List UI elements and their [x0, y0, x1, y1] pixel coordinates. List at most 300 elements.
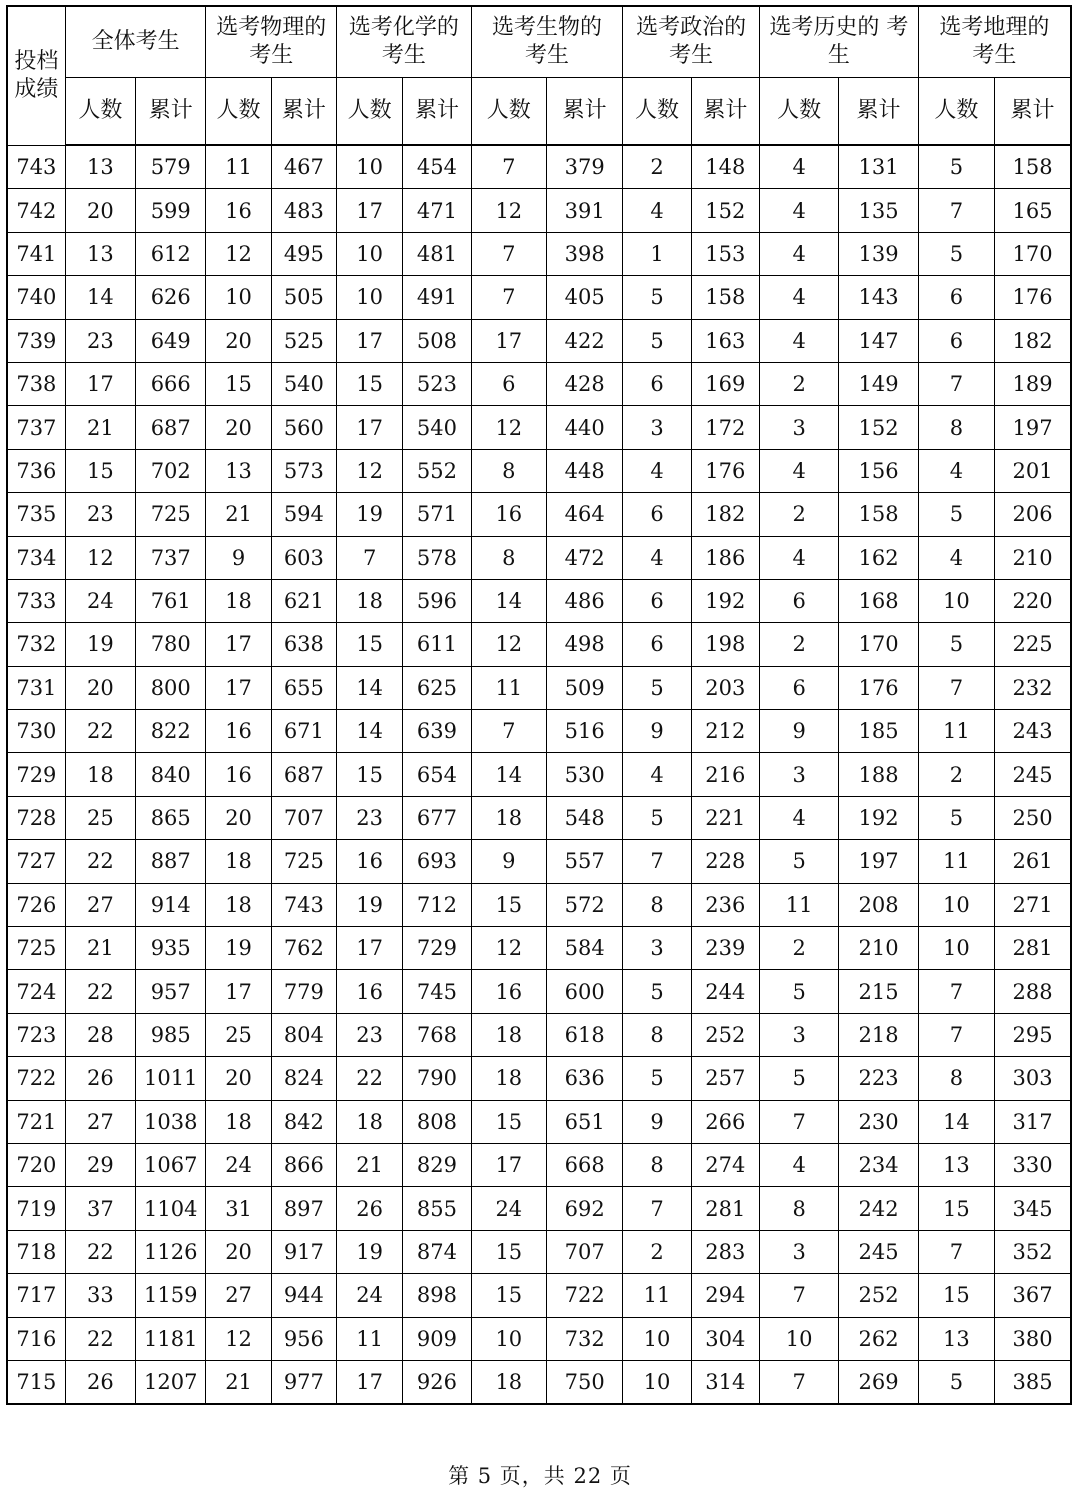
cumulative-cell: 525 — [271, 319, 336, 362]
count-cell: 14 — [471, 753, 546, 796]
group-header-chemistry: 选考化学的 考生 — [337, 6, 472, 78]
cumulative-cell: 618 — [546, 1013, 622, 1056]
cumulative-cell: 505 — [271, 276, 336, 319]
group-header-all: 全体考生 — [65, 6, 206, 78]
cumulative-cell: 808 — [403, 1100, 471, 1143]
cumulative-cell: 250 — [995, 796, 1071, 839]
count-cell: 10 — [759, 1317, 838, 1360]
table-row — [7, 276, 1071, 319]
score-cell: 738 — [7, 362, 65, 405]
count-cell: 1 — [623, 232, 691, 275]
count-cell: 17 — [206, 970, 271, 1013]
cumulative-cell: 540 — [271, 362, 336, 405]
count-cell: 4 — [759, 796, 838, 839]
count-cell: 24 — [471, 1187, 546, 1230]
count-cell: 7 — [918, 189, 994, 232]
cumulative-cell: 156 — [839, 449, 918, 492]
cumulative-cell: 170 — [839, 623, 918, 666]
cumulative-cell: 472 — [546, 536, 622, 579]
count-cell: 11 — [337, 1317, 403, 1360]
count-cell: 23 — [337, 796, 403, 839]
cumulative-cell: 491 — [403, 276, 471, 319]
score-cell: 725 — [7, 927, 65, 970]
count-cell: 11 — [623, 1274, 691, 1317]
count-cell: 13 — [918, 1143, 994, 1186]
count-cell: 24 — [65, 579, 135, 622]
count-cell: 7 — [471, 710, 546, 753]
cumulative-cell: 252 — [839, 1274, 918, 1317]
count-cell: 31 — [206, 1187, 271, 1230]
count-cell: 3 — [759, 753, 838, 796]
cumulative-cell: 281 — [995, 927, 1071, 970]
count-cell: 22 — [65, 970, 135, 1013]
count-cell: 16 — [471, 493, 546, 536]
count-cell: 7 — [918, 666, 994, 709]
count-cell: 18 — [471, 796, 546, 839]
cumulative-cell: 172 — [691, 406, 759, 449]
cumulative-cell: 216 — [691, 753, 759, 796]
cumulative-cell: 977 — [271, 1360, 336, 1404]
cumulative-cell: 917 — [271, 1230, 336, 1273]
count-cell: 2 — [759, 623, 838, 666]
count-cell: 17 — [337, 927, 403, 970]
count-cell: 10 — [918, 927, 994, 970]
count-cell: 13 — [65, 232, 135, 275]
count-cell: 5 — [759, 970, 838, 1013]
count-cell: 20 — [65, 189, 135, 232]
cumulative-cell: 208 — [839, 883, 918, 926]
cumulative-cell: 483 — [271, 189, 336, 232]
cumulative-cell: 391 — [546, 189, 622, 232]
count-cell: 4 — [623, 189, 691, 232]
cumulative-cell: 530 — [546, 753, 622, 796]
count-cell: 17 — [471, 319, 546, 362]
count-cell: 18 — [206, 883, 271, 926]
cumulative-cell: 330 — [995, 1143, 1071, 1186]
count-cell: 4 — [759, 319, 838, 362]
count-cell: 16 — [337, 970, 403, 1013]
score-cell: 716 — [7, 1317, 65, 1360]
count-cell: 23 — [337, 1013, 403, 1056]
count-cell: 7 — [918, 1230, 994, 1273]
cumulative-cell: 230 — [839, 1100, 918, 1143]
score-cell: 728 — [7, 796, 65, 839]
count-cell: 19 — [337, 493, 403, 536]
count-cell: 20 — [206, 1230, 271, 1273]
count-cell: 17 — [337, 189, 403, 232]
cumulative-cell: 638 — [271, 623, 336, 666]
count-cell: 15 — [471, 1100, 546, 1143]
count-cell: 8 — [623, 1143, 691, 1186]
cumulative-cell: 639 — [403, 710, 471, 753]
score-cell: 717 — [7, 1274, 65, 1317]
cumulative-cell: 210 — [995, 536, 1071, 579]
score-cell: 735 — [7, 493, 65, 536]
count-cell: 18 — [471, 1057, 546, 1100]
count-cell: 5 — [918, 493, 994, 536]
sub-header-cumulative: 累计 — [136, 78, 206, 146]
count-cell: 14 — [918, 1100, 994, 1143]
cumulative-cell: 509 — [546, 666, 622, 709]
count-cell: 15 — [471, 1230, 546, 1273]
count-cell: 28 — [65, 1013, 135, 1056]
cumulative-cell: 1067 — [136, 1143, 206, 1186]
cumulative-cell: 557 — [546, 840, 622, 883]
count-cell: 15 — [206, 362, 271, 405]
cumulative-cell: 232 — [995, 666, 1071, 709]
count-cell: 19 — [337, 883, 403, 926]
cumulative-cell: 380 — [995, 1317, 1071, 1360]
cumulative-cell: 283 — [691, 1230, 759, 1273]
count-cell: 2 — [623, 145, 691, 189]
count-cell: 5 — [623, 666, 691, 709]
table-row — [7, 927, 1071, 970]
cumulative-cell: 135 — [839, 189, 918, 232]
count-cell: 7 — [471, 145, 546, 189]
count-cell: 3 — [623, 406, 691, 449]
count-cell: 6 — [623, 579, 691, 622]
count-cell: 20 — [206, 1057, 271, 1100]
count-cell: 13 — [206, 449, 271, 492]
cumulative-cell: 245 — [995, 753, 1071, 796]
count-cell: 21 — [65, 927, 135, 970]
cumulative-cell: 467 — [271, 145, 336, 189]
count-cell: 3 — [759, 1013, 838, 1056]
cumulative-cell: 702 — [136, 449, 206, 492]
cumulative-cell: 944 — [271, 1274, 336, 1317]
cumulative-cell: 779 — [271, 970, 336, 1013]
count-cell: 17 — [337, 406, 403, 449]
cumulative-cell: 398 — [546, 232, 622, 275]
group-header-politics: 选考政治的 考生 — [623, 6, 760, 78]
cumulative-cell: 571 — [403, 493, 471, 536]
table-row — [7, 883, 1071, 926]
count-cell: 14 — [65, 276, 135, 319]
sub-header-count: 人数 — [206, 78, 271, 146]
group-header-geography: 选考地理的 考生 — [918, 6, 1071, 78]
cumulative-cell: 560 — [271, 406, 336, 449]
cumulative-cell: 197 — [995, 406, 1071, 449]
count-cell: 18 — [206, 579, 271, 622]
count-cell: 21 — [65, 406, 135, 449]
cumulative-cell: 274 — [691, 1143, 759, 1186]
count-cell: 10 — [337, 145, 403, 189]
score-cell: 726 — [7, 883, 65, 926]
cumulative-cell: 189 — [995, 362, 1071, 405]
cumulative-cell: 201 — [995, 449, 1071, 492]
cumulative-cell: 168 — [839, 579, 918, 622]
table-row — [7, 1143, 1071, 1186]
cumulative-cell: 182 — [691, 493, 759, 536]
count-cell: 12 — [471, 189, 546, 232]
count-cell: 7 — [759, 1360, 838, 1404]
count-cell: 25 — [206, 1013, 271, 1056]
count-cell: 24 — [206, 1143, 271, 1186]
count-cell: 17 — [65, 362, 135, 405]
score-cell: 724 — [7, 970, 65, 1013]
cumulative-cell: 935 — [136, 927, 206, 970]
count-cell: 14 — [337, 710, 403, 753]
count-cell: 26 — [337, 1187, 403, 1230]
cumulative-cell: 926 — [403, 1360, 471, 1404]
cumulative-cell: 761 — [136, 579, 206, 622]
cumulative-cell: 218 — [839, 1013, 918, 1056]
count-cell: 22 — [65, 1317, 135, 1360]
count-cell: 17 — [337, 1360, 403, 1404]
cumulative-cell: 464 — [546, 493, 622, 536]
cumulative-cell: 234 — [839, 1143, 918, 1186]
cumulative-cell: 707 — [271, 796, 336, 839]
count-cell: 16 — [471, 970, 546, 1013]
cumulative-cell: 169 — [691, 362, 759, 405]
cumulative-cell: 573 — [271, 449, 336, 492]
count-cell: 9 — [623, 710, 691, 753]
count-cell: 6 — [623, 623, 691, 666]
cumulative-cell: 269 — [839, 1360, 918, 1404]
table-row — [7, 1187, 1071, 1230]
cumulative-cell: 655 — [271, 666, 336, 709]
cumulative-cell: 693 — [403, 840, 471, 883]
page-number: 第 5 页，共 22 页 — [448, 1464, 632, 1488]
cumulative-cell: 957 — [136, 970, 206, 1013]
cumulative-cell: 552 — [403, 449, 471, 492]
table-row — [7, 1100, 1071, 1143]
cumulative-cell: 471 — [403, 189, 471, 232]
count-cell: 10 — [918, 883, 994, 926]
cumulative-cell: 596 — [403, 579, 471, 622]
cumulative-cell: 288 — [995, 970, 1071, 1013]
cumulative-cell: 523 — [403, 362, 471, 405]
count-cell: 21 — [206, 493, 271, 536]
count-cell: 12 — [206, 232, 271, 275]
count-cell: 2 — [918, 753, 994, 796]
cumulative-cell: 671 — [271, 710, 336, 753]
cumulative-cell: 599 — [136, 189, 206, 232]
cumulative-cell: 440 — [546, 406, 622, 449]
cumulative-cell: 448 — [546, 449, 622, 492]
count-cell: 8 — [471, 449, 546, 492]
cumulative-cell: 707 — [546, 1230, 622, 1273]
cumulative-cell: 636 — [546, 1057, 622, 1100]
cumulative-cell: 495 — [271, 232, 336, 275]
count-cell: 26 — [65, 1057, 135, 1100]
count-cell: 11 — [918, 710, 994, 753]
score-cell: 742 — [7, 189, 65, 232]
score-cell: 740 — [7, 276, 65, 319]
count-cell: 9 — [471, 840, 546, 883]
cumulative-cell: 548 — [546, 796, 622, 839]
cumulative-cell: 1126 — [136, 1230, 206, 1273]
score-cell: 730 — [7, 710, 65, 753]
cumulative-cell: 712 — [403, 883, 471, 926]
count-cell: 15 — [918, 1187, 994, 1230]
cumulative-cell: 158 — [839, 493, 918, 536]
cumulative-cell: 271 — [995, 883, 1071, 926]
count-cell: 8 — [623, 883, 691, 926]
cumulative-cell: 236 — [691, 883, 759, 926]
count-cell: 10 — [623, 1360, 691, 1404]
count-cell: 14 — [337, 666, 403, 709]
count-cell: 20 — [65, 666, 135, 709]
cumulative-cell: 824 — [271, 1057, 336, 1100]
sub-header-cumulative: 累计 — [691, 78, 759, 146]
cumulative-cell: 750 — [546, 1360, 622, 1404]
cumulative-cell: 158 — [995, 145, 1071, 189]
table-row — [7, 579, 1071, 622]
sub-header-count: 人数 — [918, 78, 994, 146]
count-cell: 18 — [337, 1100, 403, 1143]
cumulative-cell: 780 — [136, 623, 206, 666]
cumulative-cell: 855 — [403, 1187, 471, 1230]
cumulative-cell: 822 — [136, 710, 206, 753]
count-cell: 17 — [337, 319, 403, 362]
count-cell: 10 — [337, 232, 403, 275]
cumulative-cell: 603 — [271, 536, 336, 579]
cumulative-cell: 909 — [403, 1317, 471, 1360]
count-cell: 2 — [759, 493, 838, 536]
count-cell: 18 — [65, 753, 135, 796]
cumulative-cell: 743 — [271, 883, 336, 926]
cumulative-cell: 198 — [691, 623, 759, 666]
cumulative-cell: 367 — [995, 1274, 1071, 1317]
cumulative-cell: 508 — [403, 319, 471, 362]
count-cell: 21 — [337, 1143, 403, 1186]
table-row — [7, 840, 1071, 883]
count-cell: 25 — [65, 796, 135, 839]
count-cell: 5 — [918, 623, 994, 666]
count-cell: 17 — [471, 1143, 546, 1186]
table-row — [7, 1230, 1071, 1273]
score-cell: 737 — [7, 406, 65, 449]
count-cell: 15 — [337, 623, 403, 666]
count-cell: 26 — [65, 1360, 135, 1404]
count-cell: 5 — [918, 232, 994, 275]
cumulative-cell: 206 — [995, 493, 1071, 536]
table-row — [7, 1057, 1071, 1100]
count-cell: 12 — [471, 406, 546, 449]
count-cell: 15 — [471, 1274, 546, 1317]
score-cell: 729 — [7, 753, 65, 796]
cumulative-cell: 800 — [136, 666, 206, 709]
count-cell: 4 — [623, 753, 691, 796]
sub-header-count: 人数 — [623, 78, 691, 146]
cumulative-cell: 176 — [839, 666, 918, 709]
count-cell: 20 — [206, 319, 271, 362]
count-cell: 12 — [65, 536, 135, 579]
cumulative-cell: 540 — [403, 406, 471, 449]
cumulative-cell: 1159 — [136, 1274, 206, 1317]
table-row — [7, 189, 1071, 232]
count-cell: 9 — [206, 536, 271, 579]
count-cell: 4 — [759, 189, 838, 232]
cumulative-cell: 422 — [546, 319, 622, 362]
count-cell: 18 — [471, 1360, 546, 1404]
cumulative-cell: 887 — [136, 840, 206, 883]
count-cell: 5 — [623, 1057, 691, 1100]
cumulative-cell: 304 — [691, 1317, 759, 1360]
cumulative-cell: 197 — [839, 840, 918, 883]
cumulative-cell: 897 — [271, 1187, 336, 1230]
sub-header-count: 人数 — [337, 78, 403, 146]
cumulative-cell: 1011 — [136, 1057, 206, 1100]
cumulative-cell: 176 — [995, 276, 1071, 319]
cumulative-cell: 687 — [271, 753, 336, 796]
table-body — [7, 145, 1071, 1404]
cumulative-cell: 729 — [403, 927, 471, 970]
table-row — [7, 796, 1071, 839]
score-cell: 715 — [7, 1360, 65, 1404]
cumulative-cell: 385 — [995, 1360, 1071, 1404]
score-cell: 733 — [7, 579, 65, 622]
cumulative-cell: 242 — [839, 1187, 918, 1230]
count-cell: 12 — [337, 449, 403, 492]
count-cell: 13 — [918, 1317, 994, 1360]
score-cell: 719 — [7, 1187, 65, 1230]
count-cell: 16 — [206, 189, 271, 232]
group-header-physics: 选考物理的 考生 — [206, 6, 337, 78]
score-cell: 732 — [7, 623, 65, 666]
cumulative-cell: 228 — [691, 840, 759, 883]
count-cell: 4 — [918, 536, 994, 579]
cumulative-cell: 170 — [995, 232, 1071, 275]
cumulative-cell: 192 — [839, 796, 918, 839]
cumulative-cell: 572 — [546, 883, 622, 926]
cumulative-cell: 295 — [995, 1013, 1071, 1056]
count-cell: 19 — [206, 927, 271, 970]
cumulative-cell: 221 — [691, 796, 759, 839]
count-cell: 27 — [65, 1100, 135, 1143]
cumulative-cell: 245 — [839, 1230, 918, 1273]
cumulative-cell: 722 — [546, 1274, 622, 1317]
count-cell: 11 — [206, 145, 271, 189]
sub-header-cumulative: 累计 — [995, 78, 1071, 146]
count-cell: 9 — [623, 1100, 691, 1143]
cumulative-cell: 152 — [691, 189, 759, 232]
cumulative-cell: 611 — [403, 623, 471, 666]
count-cell: 4 — [759, 145, 838, 189]
table-row — [7, 1360, 1071, 1404]
count-cell: 16 — [206, 753, 271, 796]
sub-header-count: 人数 — [471, 78, 546, 146]
count-cell: 7 — [623, 1187, 691, 1230]
cumulative-cell: 158 — [691, 276, 759, 319]
count-cell: 15 — [918, 1274, 994, 1317]
table-row — [7, 710, 1071, 753]
count-cell: 15 — [65, 449, 135, 492]
count-cell: 7 — [918, 1013, 994, 1056]
count-cell: 8 — [471, 536, 546, 579]
cumulative-cell: 176 — [691, 449, 759, 492]
cumulative-cell: 314 — [691, 1360, 759, 1404]
cumulative-cell: 147 — [839, 319, 918, 362]
count-cell: 11 — [471, 666, 546, 709]
cumulative-cell: 261 — [995, 840, 1071, 883]
count-cell: 10 — [471, 1317, 546, 1360]
count-cell: 12 — [471, 927, 546, 970]
cumulative-cell: 148 — [691, 145, 759, 189]
table-row — [7, 319, 1071, 362]
cumulative-cell: 486 — [546, 579, 622, 622]
count-cell: 14 — [471, 579, 546, 622]
count-cell: 10 — [337, 276, 403, 319]
cumulative-cell: 139 — [839, 232, 918, 275]
table-row — [7, 362, 1071, 405]
cumulative-cell: 584 — [546, 927, 622, 970]
cumulative-cell: 725 — [271, 840, 336, 883]
cumulative-cell: 266 — [691, 1100, 759, 1143]
count-cell: 7 — [918, 362, 994, 405]
sub-header-cumulative: 累计 — [403, 78, 471, 146]
